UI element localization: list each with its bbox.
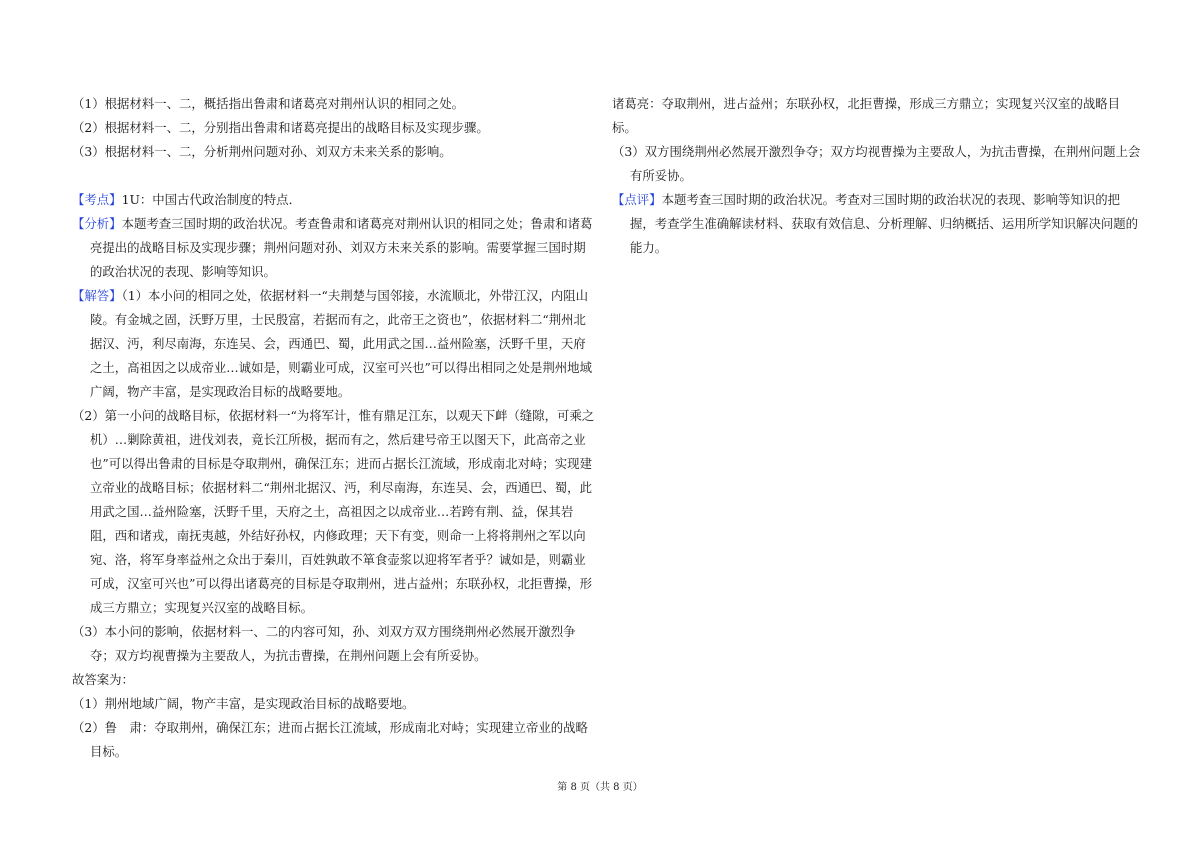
jieda-part-2: （2）第一小问的战略目标，依据材料一“为将军计，惟有鼎足江东，以观天下衅（缝隙，可乘之机）…剿除黄祖，进伐刘表，竟长江所极，据而有之，然后建号帝王以图天下，此高帝之业也”可以得出鲁肃的目标是夺取荆州，确保江东；进而占据长江流域，形成南北对峙；实现建立帝业的战略目标；依据材料二“荆州北据汉、沔，利尽南海，东连吴、会，西通巴、蜀，此用武之国…益州险塞，沃野千里，天府之土，高祖因之以成帝业…若跨有荆、益，保其岩阻，西和诸戎，南抚夷越，外结好孙权，内修政理；天下有变，则命一上将将荆州之军以向宛、洛，将军身率益州之众出于秦川，百姓孰敢不箪食壶浆以迎将军者乎？诚如是，则霸业可成，汉室可兴也”可以得出诸葛亮的目标是夺取荆州，进占益州；东联孙权，北拒曹操，形成三方鼎立；实现复兴汉室的战略目标。 — [72, 408, 595, 615]
fenxi-tag: 【分析】 — [72, 216, 122, 231]
fenxi-text: 本题考查三国时期的政治状况。考查鲁肃和诸葛亮对荆州认识的相同之处；鲁肃和诸葛亮提出的战略目标及实现步骤；荆州问题对孙、刘双方未来关系的影响。需要掌握三国时期的政治状况的表现、影响等知识。 — [90, 216, 593, 279]
kaodian-text: 1U：中国古代政治制度的特点． — [121, 192, 301, 207]
jieda-tag: 【解答】 — [72, 288, 122, 303]
question-3: （3）根据材料一、二，分析荆州问题对孙、刘双方未来关系的影响。 — [72, 144, 452, 159]
page-footer: 第 8 页（共 8 页） — [557, 782, 643, 793]
answer-heading: 故答案为： — [72, 672, 134, 687]
question-1: （1）根据材料一、二，概括指出鲁肃和诸葛亮对荆州认识的相同之处。 — [72, 96, 464, 111]
fenxi-section — [72, 212, 596, 284]
kaodian-tag: 【考点】 — [72, 192, 122, 207]
jieda-part-1: （1）本小问的相同之处，依据材料一“夫荆楚与国邻接，水流顺北，外带江汉，内阻山陵。有金城之固，沃野万里，士民殷富，若据而有之，此帝王之资也”，依据材料二“荆州北据汉、沔，利尽南海，东连吴、会，西通巴、蜀，此用武之国…益州险塞，沃野千里，天府之土，高祖因之以成帝业…诚如是，则霸业可成，汉室可兴也”可以得出相同之处是荆州地域广阔，物产丰富，是实现政治目标的战略要地。 — [90, 288, 592, 399]
dianping-tag: 【点评】 — [612, 192, 662, 207]
kaodian-section — [72, 188, 596, 212]
right-column — [612, 92, 1142, 260]
jieda-part-3: （3）本小问的影响，依据材料一、二的内容可知，孙、刘双方双方围绕荆州必然展开激烈争夺；双方均视曹操为主要敌人，为抗击曹操，在荆州问题上会有所妥协。 — [72, 624, 576, 663]
dianping-section — [612, 188, 1142, 260]
dianping-text: 本题考查三国时期的政治状况。考查对三国时期的政治状况的表现、影响等知识的把握，考查学生准确解读材料、获取有效信息、分析理解、归纳概括、运用所学知识解决问题的能力。 — [630, 192, 1139, 255]
question-2: （2）根据材料一、二，分别指出鲁肃和诸葛亮提出的战略目标及实现步骤。 — [72, 120, 489, 135]
answer-1: （1）荆州地域广阔，物产丰富，是实现政治目标的战略要地。 — [72, 696, 415, 711]
left-column — [72, 92, 596, 764]
jieda-section — [72, 284, 596, 404]
answer-2-continued: 诸葛亮：夺取荆州，进占益州；东联孙权，北拒曹操，形成三方鼎立；实现复兴汉室的战略目标。 — [612, 96, 1121, 135]
answer-3: （3）双方围绕荆州必然展开激烈争夺；双方均视曹操为主要敌人，为抗击曹操，在荆州问题上会有所妥协。 — [612, 144, 1141, 183]
answer-2: （2）鲁 肃：夺取荆州，确保江东；进而占据长江流域，形成南北对峙；实现建立帝业的战略目标。 — [72, 720, 588, 759]
